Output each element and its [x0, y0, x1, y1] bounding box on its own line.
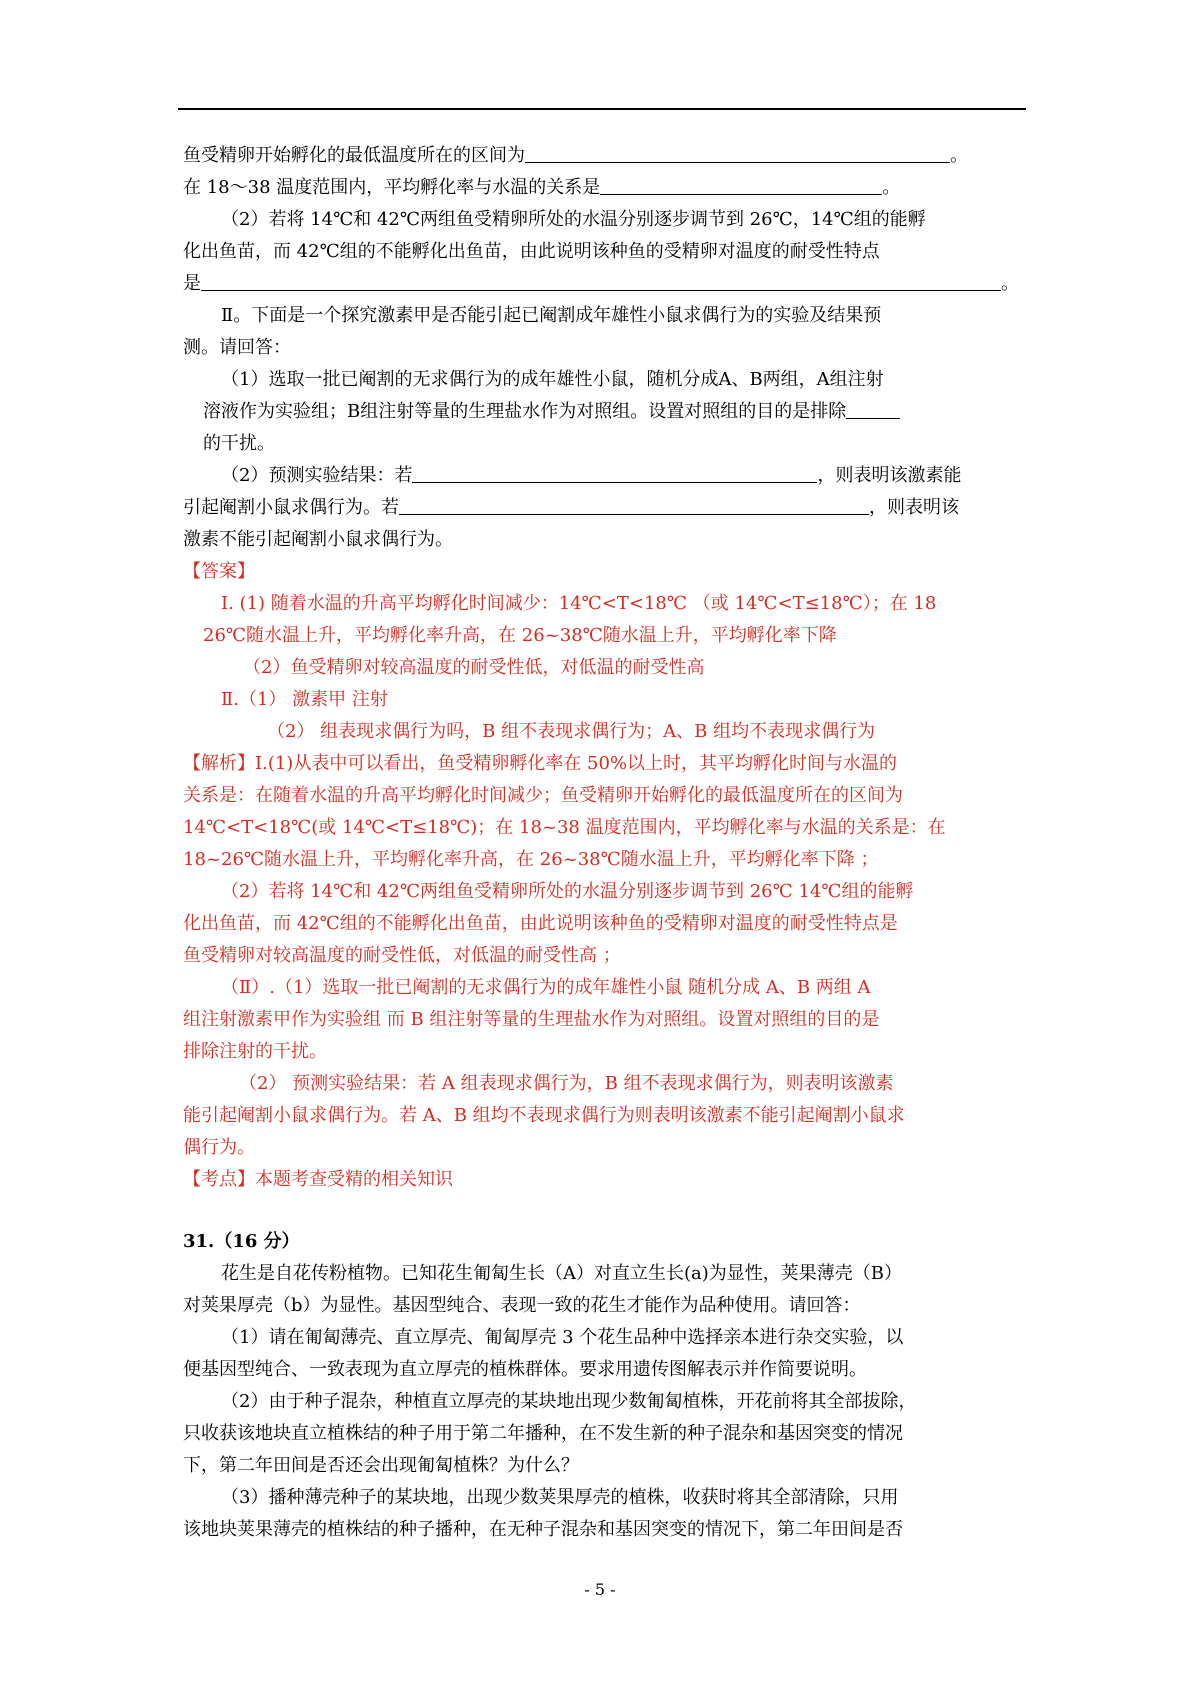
analysis-line: （2） 预测实验结果：若 A 组表现求偶行为，B 组不表现求偶行为，则表明该激素 — [239, 1073, 894, 1094]
answer-blank — [525, 140, 950, 163]
answer-line: Ⅱ.（1） 激素甲 注射 — [221, 689, 388, 710]
text-line: 便基因型纯合、一致表现为直立厚壳的植株群体。要求用遗传图解表示并作简要说明。 — [183, 1359, 867, 1380]
page-number: - 5 - — [584, 1580, 616, 1599]
analysis-line: 偶行为。 — [183, 1137, 255, 1158]
analysis-line: 化出鱼苗，而 42℃组的不能孵化出鱼苗，由此说明该种鱼的受精卵对温度的耐受性特点是 — [183, 913, 898, 934]
analysis-line: （Ⅱ）.（1）选取一批已阉割的无求偶行为的成年雄性小鼠 随机分成 A、B 两组 A — [221, 977, 871, 998]
analysis-line: （2）若将 14℃和 42℃两组鱼受精卵所处的水温分别逐步调节到 26℃ 14℃组的能孵 — [221, 881, 914, 902]
text-line: （1）选取一批已阉割的无求偶行为的成年雄性小鼠，随机分成A、B两组，A组注射 — [221, 369, 884, 390]
text-line: 该地块荚果薄壳的植株结的种子播种，在无种子混杂和基因突变的情况下，第二年田间是否 — [183, 1519, 903, 1540]
header-rule — [178, 108, 1026, 110]
text-line: 化出鱼苗，而 42℃组的不能孵化出鱼苗，由此说明该种鱼的受精卵对温度的耐受性特点 — [183, 241, 880, 262]
answer-line: I. (1) 随着水温的升高平均孵化时间减少：14℃<T<18℃ （或 14℃<T≤18℃）；在 18 — [221, 593, 937, 614]
question-heading: 31.（16 分） — [183, 1231, 300, 1252]
kaodian-line: 【考点】本题考查受精的相关知识 — [183, 1169, 453, 1190]
text-line: （3）播种薄壳种子的某块地，出现少数荚果厚壳的植株，收获时将其全部清除，只用 — [221, 1487, 899, 1508]
text-line: 在 18～38 温度范围内，平均孵化率与水温的关系是 。 — [183, 172, 1026, 204]
analysis-line: 14℃<T<18℃(或 14℃<T≤18℃)；在 18~38 温度范围内，平均孵化率与水温的关系是：在 — [183, 817, 946, 838]
analysis-line: 鱼受精卵对较高温度的耐受性低，对低温的耐受性高 ； — [183, 945, 621, 966]
answer-line: （2）鱼受精卵对较高温度的耐受性低，对低温的耐受性高 — [243, 657, 705, 678]
text-line: 是 。 — [183, 268, 1026, 300]
text-line: 花生是自花传粉植物。已知花生匍匐生长（A）对直立生长(a)为显性，荚果薄壳（B） — [221, 1263, 902, 1284]
analysis-line: 排除注射的干扰。 — [183, 1041, 327, 1062]
text-line: （1）请在匍匐薄壳、直立厚壳、匍匐厚壳 3 个花生品种中选择亲本进行杂交实验，以 — [221, 1327, 904, 1348]
text-line: 只收获该地块直立植株结的种子用于第二年播种，在不发生新的种子混杂和基因突变的情况 — [183, 1423, 903, 1444]
text-line: 激素不能引起阉割小鼠求偶行为。 — [183, 529, 453, 550]
analysis-line: 【解析】Ⅰ.(1)从表中可以看出，鱼受精卵孵化率在 50%以上时，其平均孵化时间与水温的 — [183, 753, 898, 774]
text-line: （2）预测实验结果：若 ，则表明该激素能 — [183, 460, 1026, 492]
text-line: 对荚果厚壳（b）为显性。基因型纯合、表现一致的花生才能作为品种使用。请回答： — [183, 1295, 861, 1316]
text-line: 鱼受精卵开始孵化的最低温度所在的区间为 。 — [183, 140, 1026, 172]
answer-blank — [600, 172, 882, 195]
answer-line: （2） 组表现求偶行为吗，B 组不表现求偶行为；A、B 组均不表现求偶行为 — [267, 721, 876, 742]
text-line: 下，第二年田间是否还会出现匍匐植株？为什么？ — [183, 1455, 579, 1476]
answer-blank — [399, 492, 869, 515]
text-line: Ⅱ。下面是一个探究激素甲是否能引起已阉割成年雄性小鼠求偶行为的实验及结果预 — [221, 305, 882, 326]
analysis-line: 组注射激素甲作为实验组 而 B 组注射等量的生理盐水作为对照组。设置对照组的目的是 — [183, 1009, 880, 1030]
text-line: （2）若将 14℃和 42℃两组鱼受精卵所处的水温分别逐步调节到 26℃，14℃组的能孵 — [221, 209, 926, 230]
text-line: 的干扰。 — [203, 433, 275, 454]
text-line: （2）由于种子混杂，种植直立厚壳的某块地出现少数匍匐植株，开花前将其全部拔除， — [221, 1391, 917, 1412]
text-line: 测。请回答： — [183, 337, 291, 358]
answer-label: 【答案】 — [183, 561, 255, 582]
text-line: 引起阉割小鼠求偶行为。若 ，则表明该 — [183, 492, 1026, 524]
answer-line: 26℃随水温上升，平均孵化率升高，在 26~38℃随水温上升，平均孵化率下降 — [203, 625, 837, 646]
analysis-line: 能引起阉割小鼠求偶行为。若 A、B 组均不表现求偶行为则表明该激素不能引起阉割小鼠求 — [183, 1105, 905, 1126]
text-line: 溶液作为实验组；B组注射等量的生理盐水作为对照组。设置对照组的目的是排除 — [183, 396, 1026, 428]
answer-blank — [846, 396, 900, 419]
answer-blank — [201, 268, 1001, 291]
answer-blank — [412, 460, 817, 483]
analysis-line: 关系是：在随着水温的升高平均孵化时间减少；鱼受精卵开始孵化的最低温度所在的区间为 — [183, 785, 903, 806]
analysis-line: 18~26℃随水温上升，平均孵化率升高，在 26~38℃随水温上升，平均孵化率下降 ； — [183, 849, 879, 870]
spacer — [183, 1196, 1026, 1226]
page-content — [183, 140, 1026, 1546]
